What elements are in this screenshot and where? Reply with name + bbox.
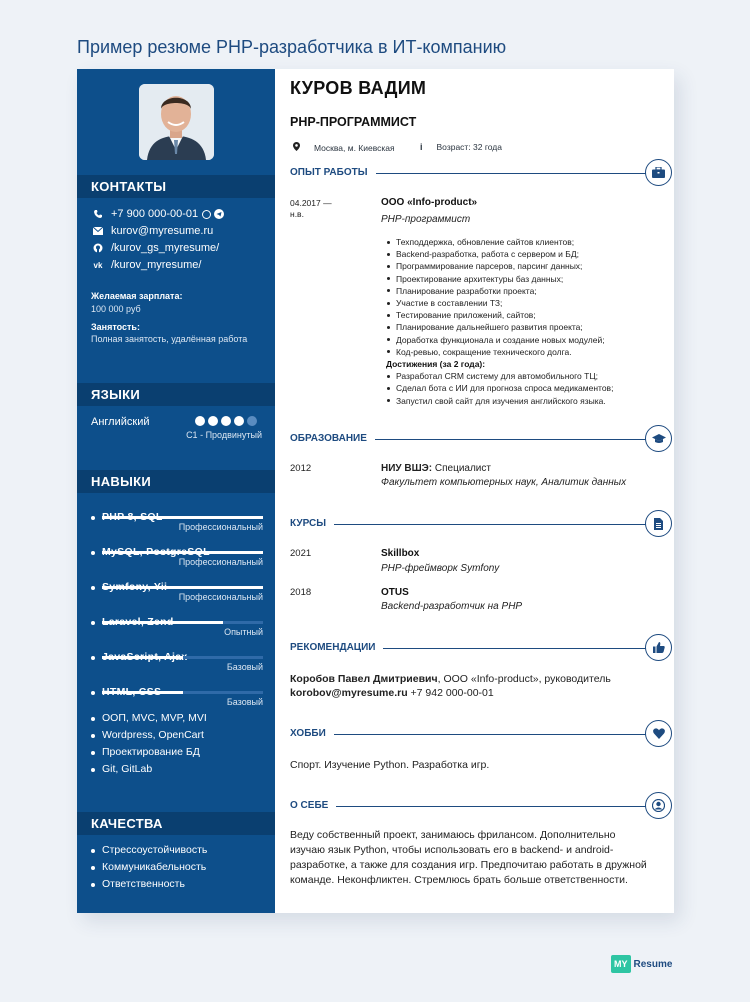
- age: [420, 142, 502, 152]
- skill-bar-fill: [102, 586, 263, 589]
- skill-bar: [102, 551, 263, 554]
- user-icon: [645, 792, 672, 819]
- education-heading: [290, 425, 672, 451]
- employment-label: Занятость:: [91, 322, 140, 332]
- phone-icon: [93, 209, 103, 219]
- about-line: разработке, а также для создания игр. Предпочитаю работать в дружной: [290, 859, 647, 871]
- skill-bar-fill: [102, 516, 263, 519]
- recommendations-heading: [290, 634, 672, 660]
- courses-heading: [290, 510, 672, 536]
- other-skill: Git, GitLab: [91, 763, 152, 775]
- course-year: 2018: [290, 587, 312, 598]
- skill-item: [91, 537, 263, 567]
- skill-bar: [102, 691, 263, 694]
- skill-level: Базовый: [226, 662, 263, 672]
- experience-role: PHP-программист: [381, 214, 471, 225]
- education-faculty: Факультет компьютерных наук, Аналитик данных: [381, 477, 627, 488]
- course-name: Backend-разработчик на PHP: [381, 601, 523, 612]
- whatsapp-icon[interactable]: [202, 210, 211, 219]
- graduation-cap-icon: [645, 425, 672, 452]
- vk-contact[interactable]: [93, 259, 201, 271]
- experience-dates: 04.2017 —: [290, 198, 332, 208]
- avatar: [139, 84, 214, 160]
- about-title: О СЕБЕ: [290, 800, 336, 811]
- quality-item: Стрессоустойчивость: [91, 844, 207, 856]
- education-title: ОБРАЗОВАНИЕ: [290, 433, 375, 444]
- location: [293, 142, 395, 153]
- email-value: kurov@myresume.ru: [111, 225, 214, 237]
- duty-item: Backend-разработка, работа с сервером и БД;: [386, 248, 676, 260]
- duty-item: Планирование разработки проекта;: [386, 285, 676, 297]
- courses-title: КУРСЫ: [290, 518, 334, 529]
- candidate-name: КУРОВ ВАДИМ: [290, 78, 427, 98]
- divider: [290, 806, 646, 807]
- duty-item: Планирование дальнейшего развития проекта;: [386, 321, 676, 333]
- about-text: [290, 828, 647, 888]
- skill-level: Профессиональный: [178, 592, 263, 602]
- duty-item: Доработка функционала и создание новых модулей;: [386, 334, 676, 346]
- other-skill: Wordpress, OpenCart: [91, 729, 204, 741]
- skill-level: Профессиональный: [178, 522, 263, 532]
- skill-item: [91, 572, 263, 602]
- experience-title: ОПЫТ РАБОТЫ: [290, 167, 376, 178]
- skill-level: Профессиональный: [178, 557, 263, 567]
- duty-item: Программирование парсеров, парсинг данных;: [386, 260, 676, 272]
- quality-item: Коммуникабельность: [91, 861, 206, 873]
- skill-bar-fill: [102, 691, 183, 694]
- email-contact[interactable]: [93, 225, 213, 237]
- divider: [290, 524, 646, 525]
- education-school-line: [381, 463, 491, 474]
- skill-item: [91, 642, 263, 672]
- salary-value: 100 000 руб: [91, 304, 141, 314]
- recommender-company: , ООО «Info-product», руководитель: [437, 673, 611, 685]
- hobby-heading: [290, 720, 672, 746]
- sidebar: [77, 69, 275, 913]
- duty-item: Участие в составлении ТЗ;: [386, 297, 676, 309]
- phone-value: +7 900 000-00-01: [111, 208, 199, 220]
- candidate-position: PHP-ПРОГРАММИСТ: [290, 115, 417, 129]
- employment-value: Полная занятость, удалённая работа: [91, 334, 248, 344]
- education-year: 2012: [290, 463, 312, 474]
- languages-heading: ЯЗЫКИ: [77, 383, 275, 406]
- experience-dates-to: н.в.: [290, 209, 304, 219]
- contacts-heading: КОНТАКТЫ: [77, 175, 275, 198]
- vk-value: /kurov_myresume/: [111, 259, 202, 271]
- recommendation-contacts: [290, 687, 494, 699]
- recommender-name: Коробов Павел Дмитриевич: [290, 673, 438, 685]
- course-name: PHP-фреймворк Symfony: [381, 563, 500, 574]
- quality-item: Ответственность: [91, 878, 185, 890]
- experience-company: ООО «Info-product»: [381, 197, 478, 208]
- skill-bar: [102, 621, 263, 624]
- skill-bar-fill: [102, 551, 263, 554]
- about-heading: [290, 792, 672, 818]
- heart-icon: [645, 720, 672, 747]
- skill-item: [91, 677, 263, 707]
- about-line: изучаю язык Python, чтобы использовать его в backend- и android-: [290, 844, 614, 856]
- level-dot: [195, 416, 205, 426]
- github-value: /kurov_gs_myresume/: [111, 242, 220, 254]
- level-dot-empty: [247, 416, 257, 426]
- location-pin-icon: [293, 142, 300, 153]
- salary-label: Желаемая зарплата:: [91, 291, 183, 301]
- language-name: Английский: [91, 416, 150, 428]
- course-org: Skillbox: [381, 548, 420, 559]
- location-text: Москва, м. Киевская: [314, 142, 395, 153]
- recommender-phone: +7 942 000-00-01: [407, 687, 494, 699]
- other-skill: ООП, MVC, MVP, MVI: [91, 712, 207, 724]
- github-contact[interactable]: [93, 242, 219, 254]
- achievement-item: Сделал бота с ИИ для прогноза спроса медикаментов;: [386, 382, 676, 394]
- level-dot: [208, 416, 218, 426]
- skill-item: [91, 502, 263, 532]
- hobby-title: ХОББИ: [290, 728, 334, 739]
- qualities-heading: КАЧЕСТВА: [77, 812, 275, 835]
- duty-item: Проектирование архитектуры баз данных;: [386, 273, 676, 285]
- education-degree: Специалист: [432, 463, 491, 474]
- experience-heading: [290, 159, 672, 185]
- course-org: OTUS: [381, 587, 409, 598]
- other-skill: Проектирование БД: [91, 746, 200, 758]
- recommendation-line: [290, 673, 611, 685]
- achievements-title: Достижения (за 2 года):: [386, 359, 486, 370]
- level-dot: [221, 416, 231, 426]
- skill-bar: [102, 516, 263, 519]
- duty-item: Техподдержка, обновление сайтов клиентов;: [386, 236, 676, 248]
- document-icon: [645, 510, 672, 537]
- logo-box: MY: [611, 955, 631, 973]
- thumbs-up-icon: [645, 634, 672, 661]
- myresume-logo: [611, 955, 672, 973]
- duties-list: [386, 236, 676, 407]
- resume-sheet: [77, 69, 674, 913]
- recommendations-title: РЕКОМЕНДАЦИИ: [290, 642, 383, 653]
- language-level-dots: [195, 416, 257, 426]
- skill-item: [91, 607, 263, 637]
- skill-bar-fill: [102, 621, 223, 624]
- duty-item: Код-ревью, сокращение технического долга.: [386, 346, 676, 358]
- duty-item: Тестирование приложений, сайтов;: [386, 309, 676, 321]
- about-line: команде. Неконфликтен. Стремлюсь брать больше ответственности.: [290, 874, 628, 886]
- phone-contact[interactable]: [93, 208, 224, 220]
- achievement-item: Разработал CRM систему для автомобильного ТЦ;: [386, 370, 676, 382]
- vk-icon: vk: [93, 260, 103, 270]
- info-icon: i: [420, 142, 423, 152]
- recommender-email[interactable]: korobov@myresume.ru: [290, 687, 408, 699]
- about-line: Веду собственный проект, занимаюсь фрилансом. Дополнительно: [290, 829, 616, 841]
- skill-level: Опытный: [224, 627, 263, 637]
- telegram-icon[interactable]: [214, 209, 224, 219]
- skill-bar: [102, 586, 263, 589]
- page-title: Пример резюме PHP-разработчика в ИТ-компанию: [77, 37, 507, 57]
- email-icon: [93, 226, 103, 236]
- skill-level: Базовый: [226, 697, 263, 707]
- skill-bar: [102, 656, 263, 659]
- github-icon: [93, 243, 103, 253]
- divider: [290, 734, 646, 735]
- achievement-item: Запустил свой сайт для изучения английского языка.: [386, 395, 676, 407]
- level-dot: [234, 416, 244, 426]
- briefcase-icon: [645, 159, 672, 186]
- skill-bar-fill: [102, 656, 183, 659]
- age-text: Возраст: 32 года: [436, 142, 502, 152]
- language-level: C1 - Продвинутый: [186, 430, 262, 440]
- education-school: НИУ ВШЭ:: [381, 463, 433, 474]
- skills-heading: НАВЫКИ: [77, 470, 275, 493]
- logo-word: Resume: [633, 958, 673, 970]
- course-year: 2021: [290, 548, 312, 559]
- hobby-text: Спорт. Изучение Python. Разработка игр.: [290, 759, 490, 771]
